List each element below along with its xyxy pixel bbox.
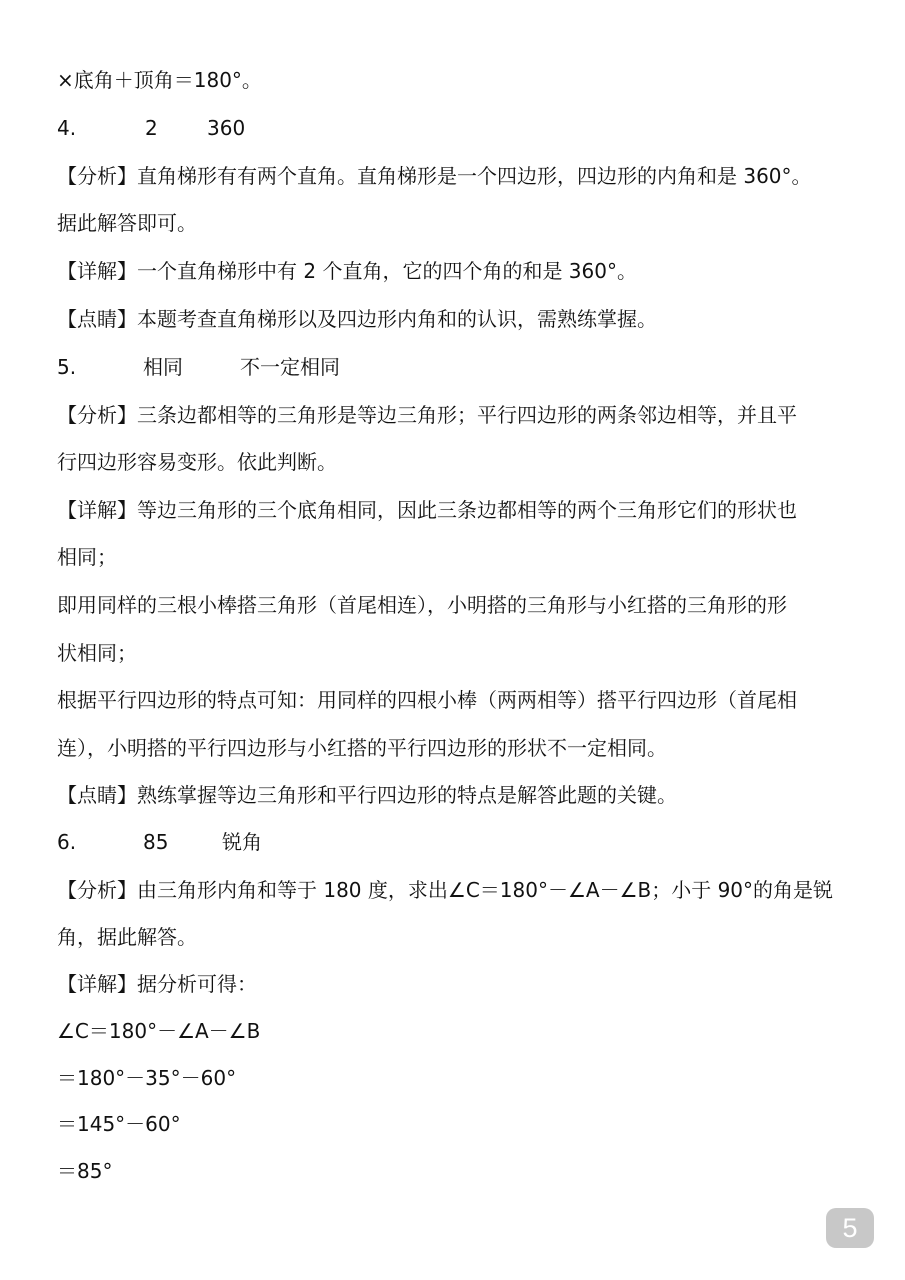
- text-line: 根据平行四边形的特点可知：用同样的四根小棒（两两相等）搭平行四边形（首尾相: [57, 688, 797, 712]
- equation-line: ∠C＝180°－∠A－∠B: [57, 1019, 261, 1043]
- text-line: 据此解答即可。: [57, 211, 197, 235]
- answer-blank-1: 85: [143, 830, 169, 854]
- analysis-paragraph: 【分析】三条边都相等的三角形是等边三角形；平行四边形的两条邻边相等，并且平: [57, 403, 797, 427]
- analysis-paragraph: 【分析】直角梯形有有两个直角。直角梯形是一个四边形，四边形的内角和是 360°。: [57, 164, 812, 188]
- answer-line-q6: [57, 829, 865, 855]
- text-line: 即用同样的三根小棒搭三角形（首尾相连），小明搭的三角形与小红搭的三角形的形: [57, 593, 787, 617]
- answer-blank-1: 相同: [143, 355, 183, 379]
- answer-line-q4: [57, 115, 865, 141]
- equation-line: ＝180°－35°－60°: [57, 1066, 237, 1090]
- text-line: 相同；: [57, 545, 117, 569]
- detail-paragraph: 【详解】等边三角形的三个底角相同，因此三条边都相等的两个三角形它们的形状也: [57, 498, 797, 522]
- question-number: 6.: [57, 830, 77, 854]
- analysis-paragraph: 【分析】由三角形内角和等于 180 度，求出∠C＝180°－∠A－∠B；小于 90°的角是锐: [57, 878, 834, 902]
- page-number-badge: 5: [826, 1208, 874, 1248]
- text-line: 状相同；: [57, 641, 137, 665]
- question-number: 5.: [57, 355, 77, 379]
- comment-paragraph: 【点睛】熟练掌握等边三角形和平行四边形的特点是解答此题的关键。: [57, 783, 677, 807]
- detail-paragraph: 【详解】据分析可得：: [57, 972, 257, 996]
- answer-blank-2: 360: [207, 116, 246, 140]
- text-line: 行四边形容易变形。依此判断。: [57, 450, 337, 474]
- equation-line: ＝145°－60°: [57, 1112, 181, 1136]
- answer-blank-2: 锐角: [222, 830, 262, 854]
- text-line: 连），小明搭的平行四边形与小红搭的平行四边形的形状不一定相同。: [57, 736, 667, 760]
- comment-paragraph: 【点睛】本题考查直角梯形以及四边形内角和的认识，需熟练掌握。: [57, 307, 657, 331]
- answer-blank-2: 不一定相同: [240, 355, 340, 379]
- question-number: 4.: [57, 116, 77, 140]
- text-line: ×底角＋顶角＝180°。: [57, 68, 262, 92]
- text-line: 角，据此解答。: [57, 925, 197, 949]
- detail-paragraph: 【详解】一个直角梯形中有 2 个直角，它的四个角的和是 360°。: [57, 259, 637, 283]
- answer-line-q5: [57, 354, 865, 380]
- equation-line: ＝85°: [57, 1159, 113, 1183]
- answer-blank-1: 2: [145, 116, 158, 140]
